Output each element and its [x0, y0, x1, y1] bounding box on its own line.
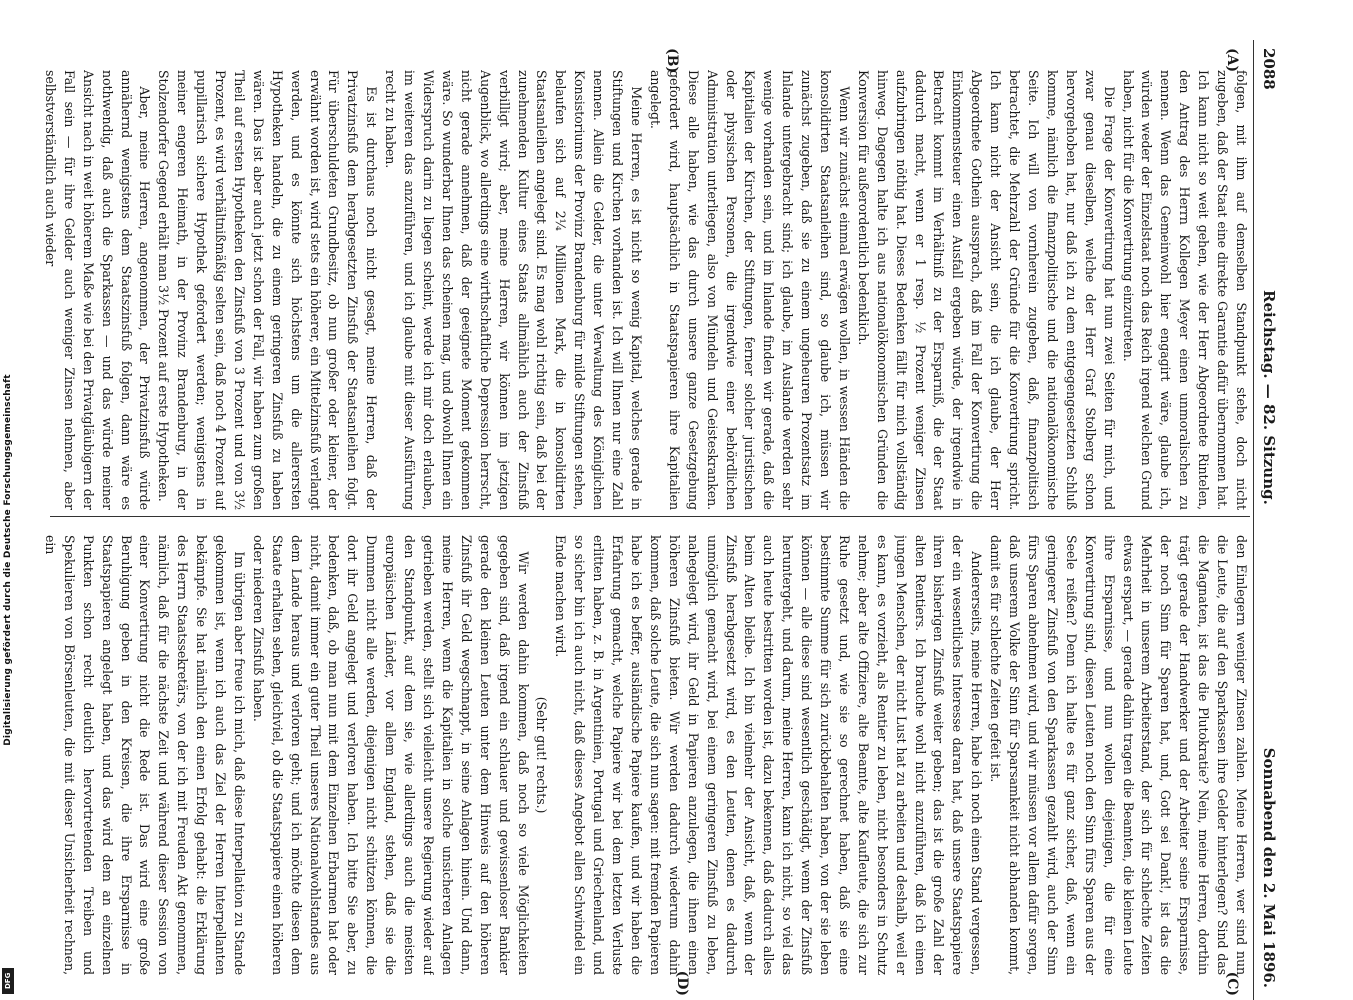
header-date: Sonnabend den 2. Mai 1896. [1260, 747, 1278, 988]
paragraph: Die Frage der Konvertirung hat nun zwei Seiten für mich, und zwar genau dieselben, welche der Herr Graf Stolberg schon hervorgehoben hat, nur daß ich zu dem entgegengesetzten Schluß komme, nämlich die finanzpolitische und die nationalökonomische Seite. Ich will von vornherein zugeben, daß, finanzpolitisch betrachtet, die Mehrzahl der Gründe für die Konvertirung spricht. Ich kann nicht der Ansicht sein, die ich glaube, der Herr Abgeordnete Gothein aussprach, daß im Fall der Konvertirung die Einkommensteuer einen Ausfall ergeben würde, der irgendwie in Betracht kommt im Verhältniß zu der Ersparniß, die der Staat dadurch macht, wenn er 1 resp. ½ Prozent weniger Zinsen aufzubringen nöthig hat. Dieses Bedenken fällt für mich vollständig hinweg. Dagegen halte ich aus nationalökonomischen Gründen die Konversion für außerordentlich bedenklich. [855, 70, 1117, 510]
credit-text: Digitalisierung gefördert durch die Deutsche Forschungsgemeinschaft [3, 374, 13, 746]
paragraph: Meine Herren, es ist nicht so wenig Kapital, welches gerade in Stiftungen und Kirchen vorhanden ist. Ich will Ihnen nur eine Zahl nennen. Allein die Gelder, die unter Verwaltung des Königlichen Konsistoriums der Provinz Brandenburg für milde Stiftungen stehen, belaufen sich auf 2¼ Millionen Mark, die in konsolidirten Staatsanleihen angelegt sind. Es mag wohl richtig sein, daß bei der zunehmenden Kultur eines Staats allmählich auch der Zinsfuß verbilligt wird; aber, meine Herren, wir können im jetzigen Augenblick, wo allerdings eine wirthschaftliche Depression herrscht, nicht gerade annehmen, daß der geeignete Moment gekommen wäre. So wunderbar Ihnen das scheinen mag, und obwohl Ihnen ein Widerspruch darin zu liegen scheint, werde ich mir doch erlauben, im weiteren das anzuführen, und ich glaube mit dieser Ausführung recht zu haben. [383, 70, 644, 510]
margin-marker-d: (D) [674, 970, 690, 996]
paragraph: Wir werden dahin kommen, daß noch so viele Möglichkeiten gegeben sind, daß irgend ein schlauer und gewissenloser Bankier gerade den kleinen Leuten unter dem Hinweis auf den höheren Zinsfuß ihr Geld wegschnappt, in seine Anlagen hinein. Und dann, meine Herren, wenn die Kapitalien in solche unsicheren Anlagen getrieben werden, stellt sich vielleicht unsere Regierung wieder auf den Standpunkt, auf dem sie, wie allerdings auch die meisten europäischen Länder, vor allem England, stehen, daß sie die Dummen nicht alle werden, diejenigen nicht schützen können, die dort ihr Geld angelegt und verloren haben. Ich bitte Sie aber, zu bedenken, daß, ob man nun mit dem Einzelnen Erbarmen hat oder nicht, damit immer ein guter Theil unseres Nationalwohlstandes aus dem Lande heraus und verloren geht; und ich möchte diesen dem Staate erhalten sehen, gleichviel, ob die Staatspapiere einen höheren oder niederen Zinsfuß haben. [250, 535, 531, 975]
paragraph: den Einlegern weniger Zinsen zahlen. Meine Herren, wer sind nun die Leute, die auf den Sparkassen ihre Gelder hinterlegen? Sind das die Magnaten, ist das die Plutokratie? Nein, meine Herren, dorthin trägt gerade der Handwerker und der Arbeiter seine Ersparnisse, der noch Sinn für Sparen hat, und, Gott sei Dank!, ist das die Mehrheit in unserem Arbeiterstand, der sich für schlechte Zeiten etwas erspart, — gerade dahin tragen die Beamten, die kleinen Leute ihre Ersparnisse, und nun wollen diejenigen, die für eine Konvertirung sind, diesen Leuten noch den Sinn fürs Sparen aus der Seele reißen? Denn ich halte es für ganz sicher, daß, wenn ein geringerer Zinsfuß von den Sparkassen gezahlt wird, auch der Sinn fürs Sparen abnehmen wird, und wir müssen vor allem dafür sorgen, daß unserem Volke der Sinn für Sparsamkeit nicht abhanden kommt, damit es für schlechte Zeiten gefeit ist. [988, 535, 1249, 975]
paragraph: Es ist durchaus noch nicht gesagt, meine Herren, daß der Privatzinsfuß dem herabgesetzten Zinsfuß der Staatsanleihen folgt. Für überschuldeten Grundbesitz, ob nun großer oder kleiner, der erwähnt worden ist, wird stets ein höherer, ein Mittelzinsfuß verlangt werden, und es könnte sich höchstens um die allerersten Hypotheken handeln, die zu einem geringeren Zinsfuß zu haben wären. Das ist aber auch jetzt schon der Fall, wir haben zum großen Theil auf ersten Hypotheken den Zinsfuß von 3 Prozent und von 3½ Prozent, es wird verhältnißmäßig selten sein, daß noch 4 Prozent auf pupillarisch sichere Hypothek gefordert werden; wenigstens in meiner engeren Heimath, in der Provinz Brandenburg, in der Stolzendorfer Gegend erhält man 3½ Prozent auf erste Hypotheken. [156, 70, 380, 510]
newspaper-page [30, 40, 1280, 1000]
margin-marker-a: (A) [1224, 48, 1240, 73]
page-header [1256, 40, 1280, 1000]
left-text-column [40, 70, 1250, 510]
margin-marker-b: (B) [664, 48, 680, 74]
paragraph: Wenn wir zunächst einmal erwägen wollen, in wessen Händen die konsolidirten Staatsanleihen sind, so glaube ich, müssen wir zunächst zugeben, daß sie zu einem ungeheuren Prozentsatz im Inlande untergebracht sind; ich glaube, im Auslande werden sehr wenige vorhanden sein, und im Inlande finden wir gerade, daß die Kapitalien der Kirchen, der Stiftungen, ferner solcher juristischen oder physischen Personen, die irgendwie einer behördlichen Administration unterliegen, also von Mündeln und Geisteskranken. Diese alle haben, wie das durch unsere ganze Gesetzgebung gefordert wird, hauptsächlich in Staatspapieren ihre Kapitalien angelegt. [647, 70, 852, 510]
header-rule [1253, 40, 1254, 1000]
right-text-column [40, 535, 1250, 975]
paragraph: Im übrigen aber freue ich mich, daß diese Interpellation zu Stande gekommen ist, wenn ich auch das Ziel der Herren Interpellanten bekämpfe. Sie hat nämlich den einen Erfolg gehabt: die Erklärung des Herrn Staatssekretärs, von der ich mit Freuden Akt genommen, nämlich, daß für die nächste Zeit und während dieser Session von einer Konvertirung nicht die Rede ist. Das wird eine große Beruhigung geben in den Kreisen, die ihre Ersparnisse in Staatspapieren angelegt haben, und das wird dem an einzelnen Punkten schon recht deutlich hervortretenden Treiben und Spekulieren von Börsenleuten, die mit dieser Unsicherheit rechnen, ein [42, 535, 247, 975]
header-title: Reichstag. — 82. Sitzung. [1260, 290, 1278, 505]
digitization-credit [0, 0, 16, 1000]
column-rule [50, 516, 1250, 517]
paragraph: Andererseits, meine Herren, habe ich noch einen Stand vergessen, der ein wesentliches Interesse daran hat, daß unsere Staatspapiere ihren bisherigen Zinsfuß weiter geben; das ist die große Zahl der alten Rentiers. Ich brauche wohl nicht anzuführen, daß ich einen jungen Menschen, der nicht Lust hat zu arbeiten und deshalb, weil er es kann, es vorzieht, als Rentier zu leben, nicht besonders in Schutz nehme; aber alte Offiziere, alte Beamte, alte Kaufleute, die sich zur Ruhe gesetzt und, wie sie so gerechnet haben, daß sie eine bestimmte Summe für sich zurückbehalten haben, von der sie leben können — alle diese sind wesentlich geschädigt, wenn der Zinsfuß heruntergeht, und darum, meine Herren, kann ich nicht, so viel das auch heute bestritten worden ist, dazu bekennen, daß dadurch alles beim Alten bleibe. Ich bin vielmehr der Ansicht, daß, wenn der Zinsfuß herabgesetzt wird, es den Leuten, denen es dadurch unmöglich gemacht wird, bei einem geringeren Zinsfuß zu leben, nahegelegt wird, ihr Geld in Papieren anzulegen, die ihnen einen höheren Zinsfuß bieten. Wir werden dadurch wiederum dahin kommen, daß solche Leute, die sich nun sagen: mit fremden Papieren habe ich es beffer, ausländische Papiere kaufen, und wir haben die Erfahrung gemacht, welche Papiere wir bei dem letzten Verluste erlitten haben, z. B. in Argentinien, Portugal und Griechenland, und so sicher bin ich auch nicht, daß dieses Angebot allen Schwindel ein Ende machen wird. [553, 535, 985, 975]
paragraph: Aber, meine Herren, angenommen, der Privatzinsfuß würde annähernd wenigstens dem Staatszinsfuß folgen, dann wäre es nothwendig, daß auch die Sparkassen — und das würde meiner Ansicht nach in weit höherem Maße wie bei den Privatgläubigern der Fall sein — für ihre Gelder auch weniger Zinsen nehmen, aber selbstverständlich auch wieder [42, 70, 153, 510]
paragraph: folgen, mit ihm auf demselben Standpunkt stehe, doch nicht zugeben, daß der Staat eine direkte Garantie dafür übernommen hat. Ich kann nicht so weit gehen, wie der Herr Abgeordnete Rintelen, den Antrag des Herrn Kollegen Meyer einen unmoralischen zu nennen. Wenn das Gemeinwohl hier engagirt wäre, glaube ich, würden weder der Einzelstaat noch das Reich irgend welchen Grund haben, nicht für die Konvertirung einzutreten. [1120, 70, 1249, 510]
scanned-page-viewport [30, 40, 1300, 1000]
margin-marker-c: (C) [1224, 971, 1240, 996]
dfg-logo: DFG [2, 968, 14, 994]
interjection: (Sehr gut! rechts.) [534, 696, 550, 814]
page-number: 2088 [1260, 48, 1278, 90]
